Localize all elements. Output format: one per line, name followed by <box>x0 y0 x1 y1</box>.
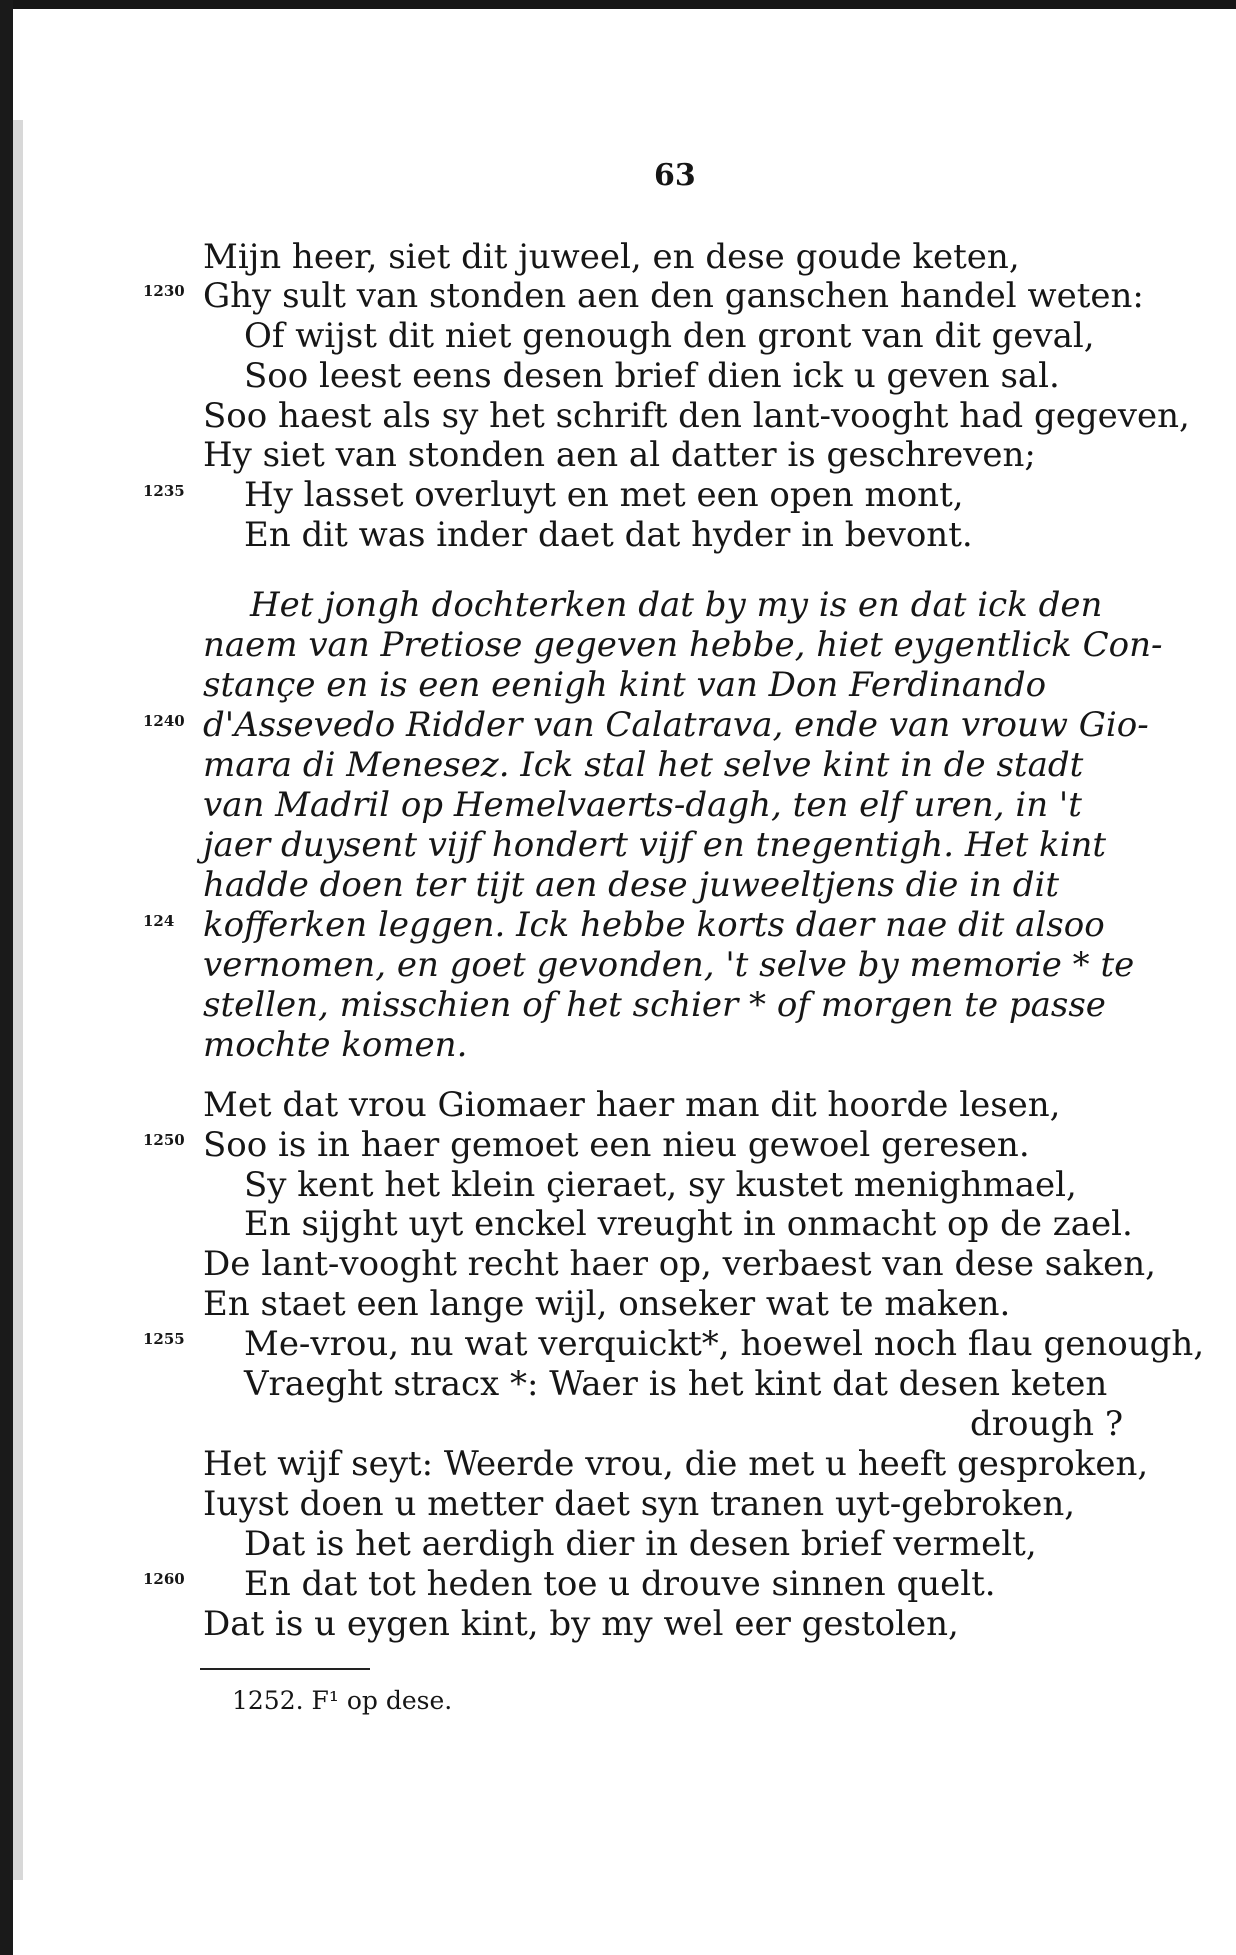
verse-line: Met dat vrou Giomaer haer man dit hoorde lesen, <box>203 1085 1061 1125</box>
line-number: 1235 <box>143 482 185 500</box>
verse-line: Ghy sult van stonden aen den ganschen handel weten: <box>203 276 1144 316</box>
verse-line: Dat is het aerdigh dier in desen brief vermelt, <box>244 1524 1037 1564</box>
verse-line: Soo leest eens desen brief dien ick u geven sal. <box>244 356 1060 396</box>
verse-line: Iuyst doen u metter daet syn tranen uyt-gebroken, <box>203 1484 1076 1524</box>
verse-line: Me-vrou, nu wat verquickt*, hoewel noch flau genough, <box>244 1324 1205 1364</box>
letter-line: jaer duysent vijf hondert vijf en tnegentigh. Het kint <box>203 825 1107 865</box>
top-edge-shadow <box>0 0 1236 9</box>
letter-line: d'Assevedo Ridder van Calatrava, ende van vrouw Gio- <box>203 705 1149 745</box>
verse-line: Het wijf seyt: Weerde vrou, die met u heeft gesproken, <box>203 1444 1149 1484</box>
line-number: 1260 <box>143 1570 185 1588</box>
verse-line: Dat is u eygen kint, by my wel eer gestolen, <box>203 1604 959 1644</box>
verse-line: Sy kent het klein çieraet, sy kustet menighmael, <box>244 1165 1077 1205</box>
footnote: 1252. F¹ op dese. <box>232 1686 453 1715</box>
verse-line: Soo is in haer gemoet een nieu gewoel geresen. <box>203 1125 1030 1165</box>
footnote-rule <box>200 1668 370 1670</box>
verse-line: En dat tot heden toe u drouve sinnen quelt. <box>244 1564 996 1604</box>
line-number: 1240 <box>143 712 185 730</box>
verse-line: En staet een lange wijl, onseker wat te maken. <box>203 1284 1011 1324</box>
verse-line: De lant-vooght recht haer op, verbaest van dese saken, <box>203 1244 1156 1284</box>
letter-line: vernomen, en goet gevonden, 't selve by memorie * te <box>203 945 1135 985</box>
line-number: 1230 <box>143 282 185 300</box>
verse-line: Hy lasset overluyt en met een open mont, <box>244 475 964 515</box>
left-edge-shadow <box>0 0 13 1955</box>
verse-line: Soo haest als sy het schrift den lant-vooght had gegeven, <box>203 396 1190 436</box>
verse-line: Mijn heer, siet dit juweel, en dese goude keten, <box>203 237 1020 277</box>
letter-line: van Madril op Hemelvaerts-dagh, ten elf uren, in 't <box>203 785 1082 825</box>
line-number: 1255 <box>143 1330 185 1348</box>
verse-line: Of wijst dit niet genough den gront van dit geval, <box>244 316 1095 356</box>
letter-line: kofferken leggen. Ick hebbe korts daer nae dit alsoo <box>203 905 1105 945</box>
page-number: 63 <box>654 158 696 193</box>
verse-line: En sijght uyt enckel vreught in onmacht op de zael. <box>244 1204 1133 1244</box>
verse-line: En dit was inder daet dat hyder in bevont. <box>244 515 973 555</box>
letter-line: Het jongh dochterken dat by my is en dat ick den <box>250 585 1103 625</box>
line-number: 1250 <box>143 1131 185 1149</box>
left-edge-gutter <box>13 120 23 1880</box>
line-number: 124 <box>143 912 175 930</box>
verse-line: Hy siet van stonden aen al datter is geschreven; <box>203 435 1036 475</box>
verse-line: Vraeght stracx *: Waer is het kint dat desen keten <box>244 1364 1108 1404</box>
letter-line: mara di Menesez. Ick stal het selve kint in de stadt <box>203 745 1084 785</box>
letter-line: mochte komen. <box>203 1025 468 1065</box>
letter-line: naem van Pretiose gegeven hebbe, hiet eygentlick Con- <box>203 625 1163 665</box>
verse-line-continuation: drough ? <box>970 1404 1124 1444</box>
letter-line: hadde doen ter tijt aen dese juweeltjens die in dit <box>203 865 1060 905</box>
letter-line: stançe en is een eenigh kint van Don Ferdinando <box>203 665 1047 705</box>
letter-line: stellen, misschien of het schier * of morgen te passe <box>203 985 1106 1025</box>
